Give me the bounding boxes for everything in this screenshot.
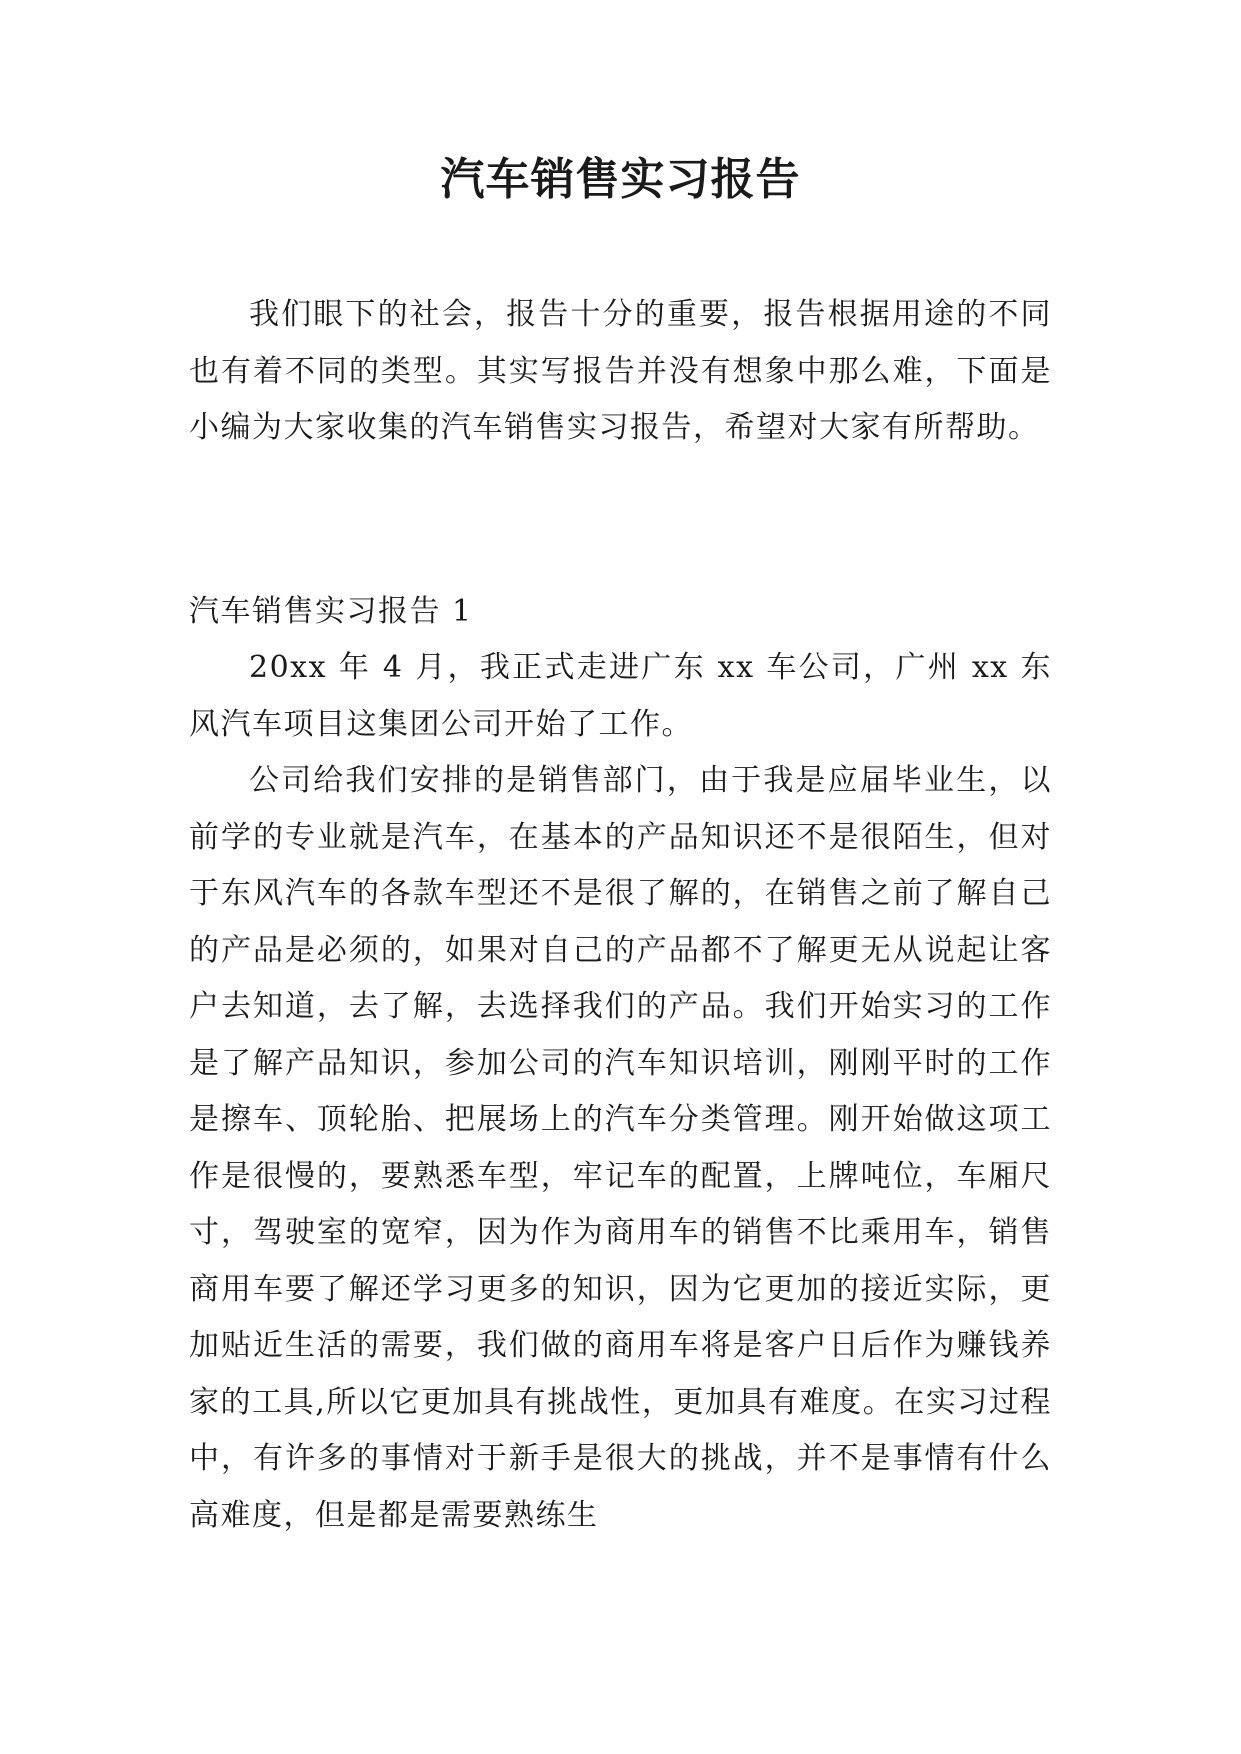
intro-paragraph: 我们眼下的社会，报告十分的重要，报告根据用途的不同也有着不同的类型。其实写报告并没有想象中那么难，下面是小编为大家收集的汽车销售实习报告，希望对大家有所帮助。 (189, 297, 1052, 445)
body-paragraph: 公司给我们安排的是销售部门，由于我是应届毕业生，以前学的专业就是汽车，在基本的产品知识还不是很陌生，但对于东风汽车的各款车型还不是很了解的，在销售之前了解自己的产品是必须的，如果对自己的产品都不了解更无从说起让客户去知道，去了解，去选择我们的产品。我们开始实习的工作是了解产品知识，参加公司的汽车知识培训，刚刚平时的工作是擦车、顶轮胎、把展场上的汽车分类管理。刚开始做这项工作是很慢的，要熟悉车型，牢记车的配置，上牌吨位，车厢尺寸，驾驶室的宽窄，因为作为商用车的销售不比乘用车，销售商用车要了解还学习更多的知识，因为它更加的接近实际，更加贴近生活的需要，我们做的商用车将是客户日后作为赚钱养家的工具,所以它更加具有挑战性，更加具有难度。在实习过程中，有许多的事情对于新手是很大的挑战，并不是事情有什么高难度，但是都是需要熟练生 (189, 763, 1052, 1533)
body-paragraph: 20xx 年 4 月，我正式走进广东 xx 车公司，广州 xx 东风汽车项目这集团公司开始了工作。 (189, 650, 1052, 742)
section-body (189, 640, 1052, 1544)
section-heading: 汽车销售实习报告 1 (189, 594, 473, 629)
document-title: 汽车销售实习报告 (440, 154, 801, 205)
intro-block (189, 287, 1052, 457)
